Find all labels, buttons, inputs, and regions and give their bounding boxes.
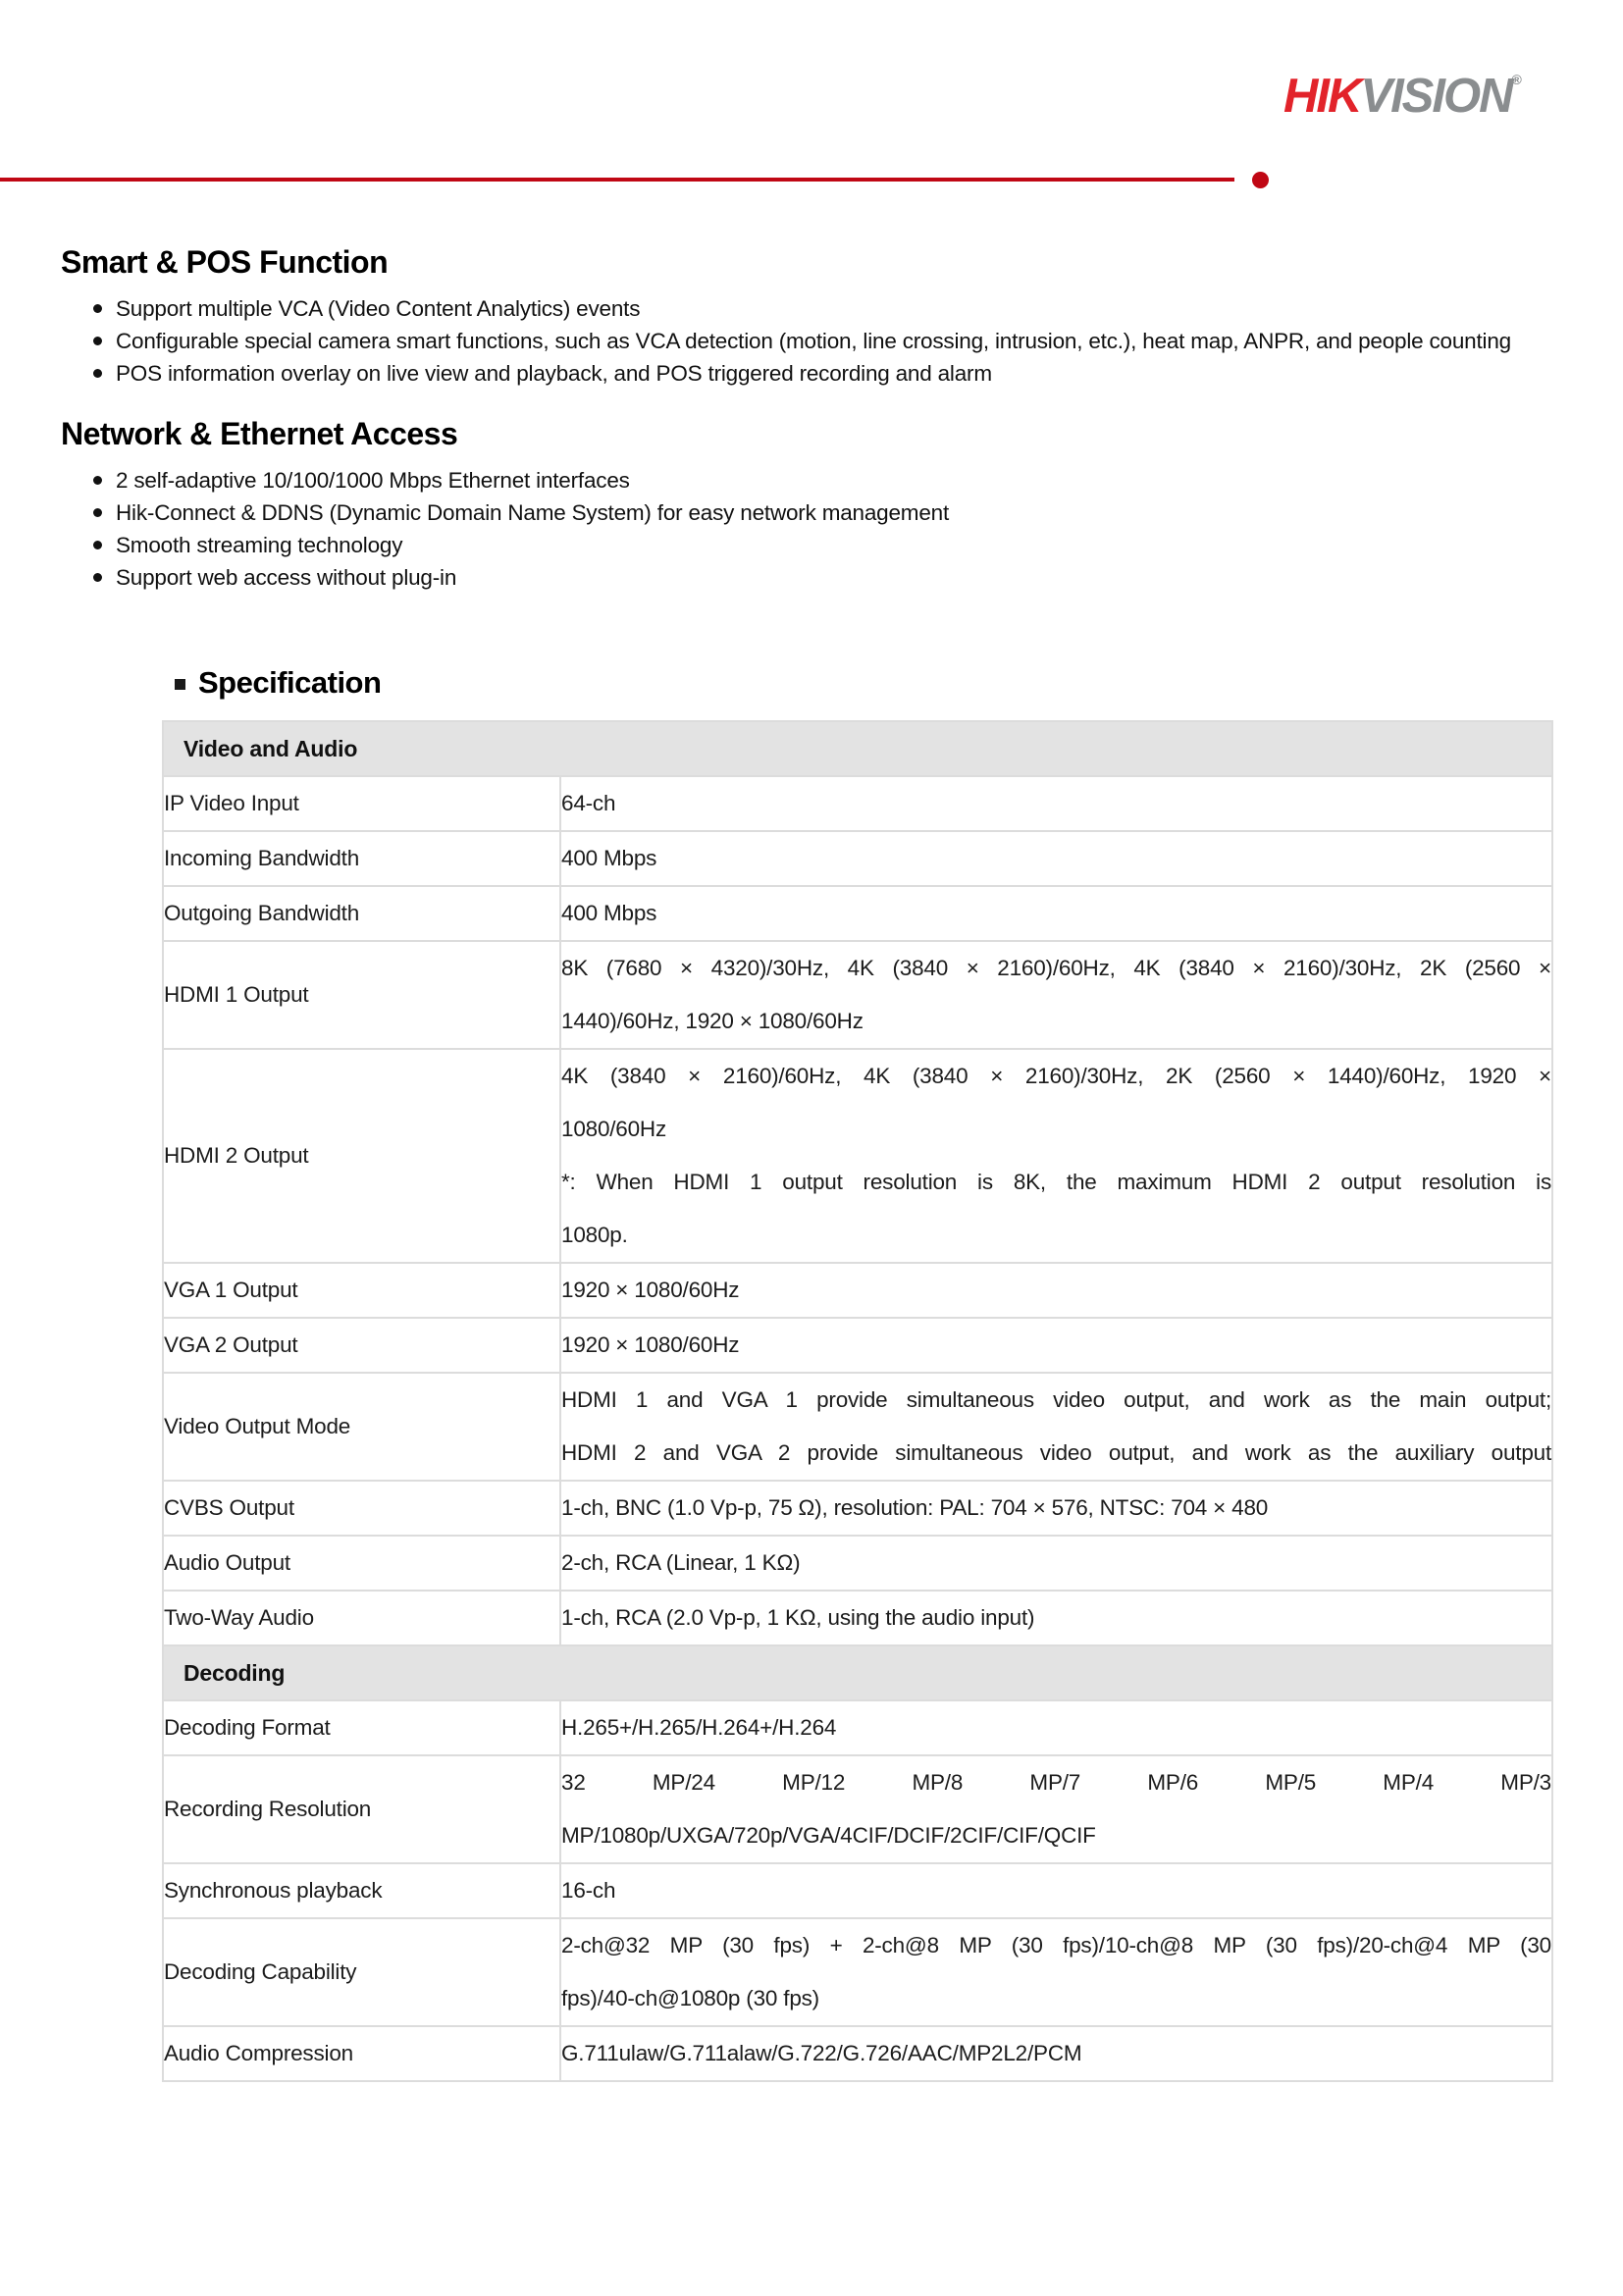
spec-label-cell: IP Video Input: [164, 777, 561, 832]
spec-value-line: 1080p.: [561, 1223, 628, 1247]
table-row: [164, 942, 1553, 1050]
feature-list-smart-pos: [61, 292, 1533, 390]
bullet-icon: [93, 508, 102, 517]
feature-section-network: [0, 416, 1623, 594]
bullet-icon: [93, 573, 102, 582]
header-rule-dot-icon: [1252, 172, 1269, 188]
hikvision-logo: [1283, 69, 1522, 124]
table-row: [164, 1592, 1553, 1646]
feature-bullet-item: [61, 496, 1533, 529]
section-title-smart-pos: Smart & POS Function: [61, 244, 389, 280]
spec-value-cell: [561, 942, 1553, 1050]
table-row: [164, 1482, 1553, 1537]
registered-trademark-icon: ®: [1511, 72, 1522, 87]
spec-value-line: 1920 × 1080/60Hz: [561, 1278, 740, 1302]
spec-label-cell: Incoming Bandwidth: [164, 832, 561, 887]
section-title-network: Network & Ethernet Access: [61, 416, 458, 451]
spec-label-cell: VGA 1 Output: [164, 1264, 561, 1319]
spec-value-line: 4K (3840 × 2160)/60Hz, 4K (3840 × 2160)/30Hz, 2K (2560 × 1440)/60Hz, 1920 ×: [561, 1064, 1551, 1088]
spec-value-line: HDMI 1 and VGA 1 provide simultaneous video output, and work as the main output;: [561, 1387, 1551, 1412]
spec-value-line: 1080/60Hz: [561, 1117, 667, 1141]
table-row: [164, 2027, 1553, 2082]
table-row: [164, 1537, 1553, 1592]
spec-value-line: 16-ch: [561, 1878, 616, 1903]
spec-value-line: *: When HDMI 1 output resolution is 8K, the maximum HDMI 2 output resolution is: [561, 1170, 1551, 1194]
spec-label-cell: Audio Output: [164, 1537, 561, 1592]
feature-bullet-item: [61, 357, 1533, 390]
spec-value-line: 2-ch@32 MP (30 fps) + 2-ch@8 MP (30 fps)/10-ch@8 MP (30 fps)/20-ch@4 MP (30: [561, 1933, 1551, 1957]
spec-label-cell: Two-Way Audio: [164, 1592, 561, 1646]
spec-label-cell: Video Output Mode: [164, 1374, 561, 1482]
spec-label-cell: VGA 2 Output: [164, 1319, 561, 1374]
bullet-icon: [93, 476, 102, 485]
feature-bullet-text: POS information overlay on live view and playback, and POS triggered recording and alarm: [116, 361, 992, 386]
spec-value-cell: [561, 1374, 1553, 1482]
spec-value-cell: [561, 832, 1553, 887]
spec-value-cell: [561, 1264, 1553, 1319]
bullet-icon: [93, 304, 102, 313]
table-section-header: [164, 722, 1553, 777]
feature-bullet-text: Support web access without plug-in: [116, 565, 457, 590]
spec-value-line: 1920 × 1080/60Hz: [561, 1332, 740, 1357]
table-row: [164, 1756, 1553, 1864]
square-bullet-icon: [175, 679, 185, 690]
spec-value-cell: [561, 1482, 1553, 1537]
spec-value-line: G.711ulaw/G.711alaw/G.722/G.726/AAC/MP2L2/PCM: [561, 2041, 1082, 2065]
spec-value-cell: [561, 777, 1553, 832]
spec-value-cell: [561, 1319, 1553, 1374]
specification-title: [175, 665, 1623, 701]
table-section-header: [164, 1646, 1553, 1701]
feature-bullet-text: Support multiple VCA (Video Content Analytics) events: [116, 296, 641, 321]
spec-value-cell: [561, 1537, 1553, 1592]
table-row: [164, 1919, 1553, 2027]
header-rule-line: [0, 178, 1234, 182]
spec-value-line: H.265+/H.265/H.264+/H.264: [561, 1715, 837, 1740]
spec-value-cell: [561, 1919, 1553, 2027]
bullet-icon: [93, 369, 102, 378]
spec-value-cell: [561, 1756, 1553, 1864]
logo-vision-text: VISION: [1360, 70, 1512, 123]
spec-value-line: HDMI 2 and VGA 2 provide simultaneous video output, and work as the auxiliary output: [561, 1440, 1551, 1465]
feature-bullet-item: [61, 464, 1533, 496]
feature-bullet-text: Configurable special camera smart functions, such as VCA detection (motion, line crossing, intrusion, etc.), heat map, ANPR, and people counting: [116, 329, 1511, 353]
spec-value-line: MP/1080p/UXGA/720p/VGA/4CIF/DCIF/2CIF/CIF/QCIF: [561, 1823, 1096, 1848]
spec-value-cell: [561, 1592, 1553, 1646]
spec-value-line: 1440)/60Hz, 1920 × 1080/60Hz: [561, 1009, 864, 1033]
spec-value-cell: [561, 1864, 1553, 1919]
spec-label-cell: HDMI 1 Output: [164, 942, 561, 1050]
spec-value-line: 64-ch: [561, 791, 616, 815]
table-row: [164, 1264, 1553, 1319]
spec-value-line: fps)/40-ch@1080p (30 fps): [561, 1986, 819, 2010]
specification-title-text: Specification: [198, 665, 382, 700]
spec-value-line: 1-ch, RCA (2.0 Vp-p, 1 KΩ, using the audio input): [561, 1605, 1035, 1630]
spec-label-cell: HDMI 2 Output: [164, 1050, 561, 1264]
spec-value-line: 400 Mbps: [561, 846, 657, 870]
spec-label-cell: Recording Resolution: [164, 1756, 561, 1864]
specification-table: [162, 720, 1553, 2082]
logo-hik-text: HIK: [1283, 70, 1361, 123]
spec-value-line: 8K (7680 × 4320)/30Hz, 4K (3840 × 2160)/60Hz, 4K (3840 × 2160)/30Hz, 2K (2560 ×: [561, 956, 1551, 980]
table-section-header-label: Decoding: [164, 1646, 1553, 1701]
spec-label-cell: Audio Compression: [164, 2027, 561, 2082]
table-row: [164, 1319, 1553, 1374]
feature-bullet-text: 2 self-adaptive 10/100/1000 Mbps Ethernet interfaces: [116, 468, 630, 493]
spec-value-cell: [561, 1050, 1553, 1264]
table-row: [164, 1864, 1553, 1919]
feature-bullet-item: [61, 529, 1533, 561]
feature-bullet-item: [61, 325, 1533, 357]
table-row: [164, 1701, 1553, 1756]
table-row: [164, 1050, 1553, 1264]
feature-bullet-text: Hik-Connect & DDNS (Dynamic Domain Name System) for easy network management: [116, 500, 950, 525]
spec-value-cell: [561, 1701, 1553, 1756]
spec-label-cell: CVBS Output: [164, 1482, 561, 1537]
spec-value-line: 2-ch, RCA (Linear, 1 KΩ): [561, 1550, 801, 1575]
spec-label-cell: Decoding Capability: [164, 1919, 561, 2027]
feature-bullet-item: [61, 292, 1533, 325]
spec-label-cell: Outgoing Bandwidth: [164, 887, 561, 942]
feature-bullet-text: Smooth streaming technology: [116, 533, 403, 557]
feature-bullet-item: [61, 561, 1533, 594]
spec-value-cell: [561, 2027, 1553, 2082]
table-row: [164, 832, 1553, 887]
table-row: [164, 887, 1553, 942]
spec-label-cell: Synchronous playback: [164, 1864, 561, 1919]
feature-list-network: [61, 464, 1533, 594]
specification-section: [0, 665, 1623, 2082]
spec-value-line: 1-ch, BNC (1.0 Vp-p, 75 Ω), resolution: PAL: 704 × 576, NTSC: 704 × 480: [561, 1495, 1269, 1520]
bullet-icon: [93, 541, 102, 549]
spec-value-line: 32 MP/24 MP/12 MP/8 MP/7 MP/6 MP/5 MP/4 MP/3: [561, 1770, 1551, 1795]
feature-section-smart-pos: [0, 244, 1623, 390]
table-row: [164, 777, 1553, 832]
spec-label-cell: Decoding Format: [164, 1701, 561, 1756]
bullet-icon: [93, 337, 102, 345]
table-row: [164, 1374, 1553, 1482]
spec-value-line: 400 Mbps: [561, 901, 657, 925]
table-section-header-label: Video and Audio: [164, 722, 1553, 777]
spec-value-cell: [561, 887, 1553, 942]
